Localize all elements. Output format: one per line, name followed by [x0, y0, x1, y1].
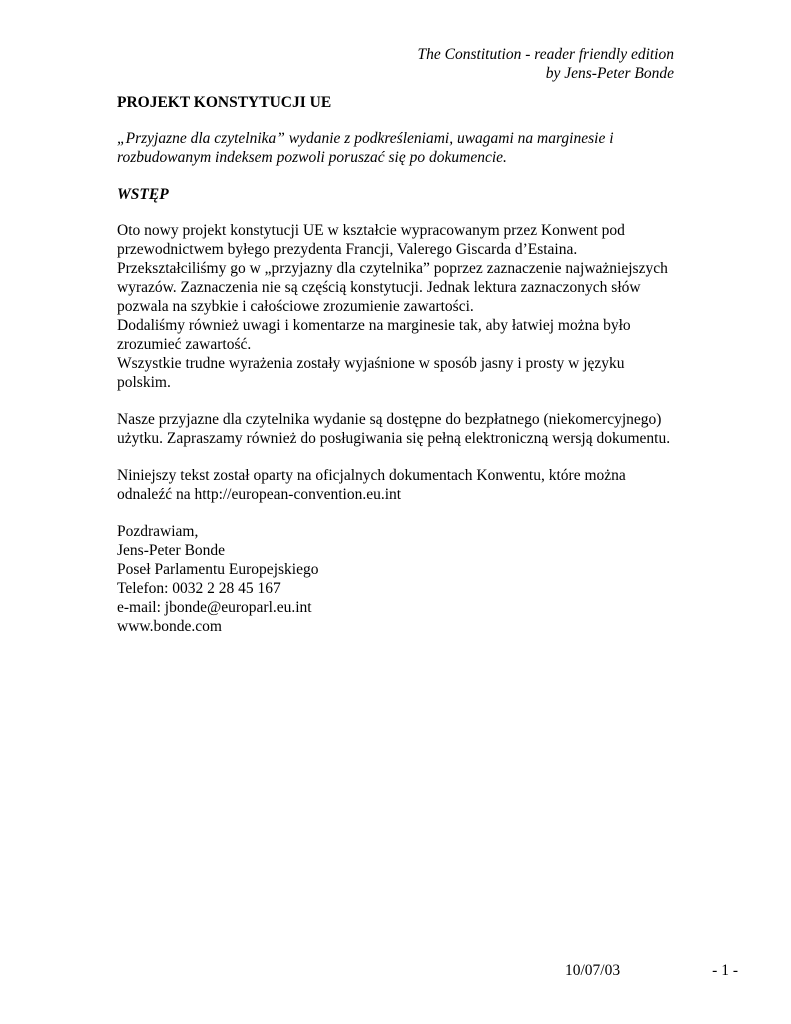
- paragraph-line: użytku. Zapraszamy również do posługiwania się pełną elektroniczną wersją dokumentu.: [117, 430, 671, 447]
- paragraph-line: Wszystkie trudne wyrażenia zostały wyjaśnione w sposób jasny i prosty w języku: [117, 355, 625, 372]
- paragraph-line: polskim.: [117, 374, 171, 391]
- paragraph-line: wyrazów. Zaznaczenia nie są częścią konstytucji. Jednak lektura zaznaczonych słów: [117, 279, 641, 296]
- paragraph-line: przewodnictwem byłego prezydenta Francji, Valerego Giscarda d’Estaina.: [117, 241, 578, 258]
- header-author-line: by Jens-Peter Bonde: [545, 65, 674, 82]
- paragraph-source: [117, 466, 687, 504]
- footer-date: 10/07/03: [565, 962, 621, 979]
- section-heading: WSTĘP: [117, 186, 169, 203]
- paragraph-line: Przekształciliśmy go w „przyjazny dla czytelnika” poprzez zaznaczenie najważniejszych: [117, 260, 668, 277]
- paragraph-line: zrozumieć zawartość.: [117, 336, 252, 353]
- footer-page-number: - 1 -: [712, 962, 738, 979]
- paragraph-line: Nasze przyjazne dla czytelnika wydanie są dostępne do bezpłatnego (niekomercyjnego): [117, 411, 662, 428]
- document-body: [117, 93, 687, 636]
- paragraph-availability: [117, 410, 687, 448]
- document-title: PROJEKT KONSTYTUCJI UE: [117, 94, 332, 111]
- page-header: [418, 45, 674, 83]
- paragraph-line: Dodaliśmy również uwagi i komentarze na marginesie tak, aby łatwiej można było: [117, 317, 631, 334]
- paragraph-line: pozwala na szybkie i całościowe zrozumienie zawartości.: [117, 298, 474, 315]
- header-edition-line: The Constitution - reader friendly edition: [417, 46, 674, 63]
- signature-block: [117, 522, 687, 636]
- paragraph-line: odnaleźć na http://european-convention.eu.int: [117, 486, 402, 503]
- paragraph-line: Oto nowy projekt konstytucji UE w kształcie wypracowanym przez Konwent pod: [117, 222, 625, 239]
- intro-line: „Przyjazne dla czytelnika” wydanie z podkreśleniami, uwagami na marginesie i: [117, 130, 614, 147]
- signature-website: www.bonde.com: [117, 618, 222, 635]
- paragraph-introduction: [117, 221, 687, 392]
- paragraph-line: Niniejszy tekst został oparty na oficjalnych dokumentach Konwentu, które można: [117, 467, 626, 484]
- intro-line: rozbudowanym indeksem pozwoli poruszać się po dokumencie.: [117, 149, 507, 166]
- signature-phone: Telefon: 0032 2 28 45 167: [117, 580, 281, 597]
- signature-name: Jens-Peter Bonde: [117, 542, 226, 559]
- signature-email: e-mail: jbonde@europarl.eu.int: [117, 599, 312, 616]
- signature-greeting: Pozdrawiam,: [117, 523, 199, 540]
- signature-role: Poseł Parlamentu Europejskiego: [117, 561, 319, 578]
- intro-paragraph: [117, 129, 687, 167]
